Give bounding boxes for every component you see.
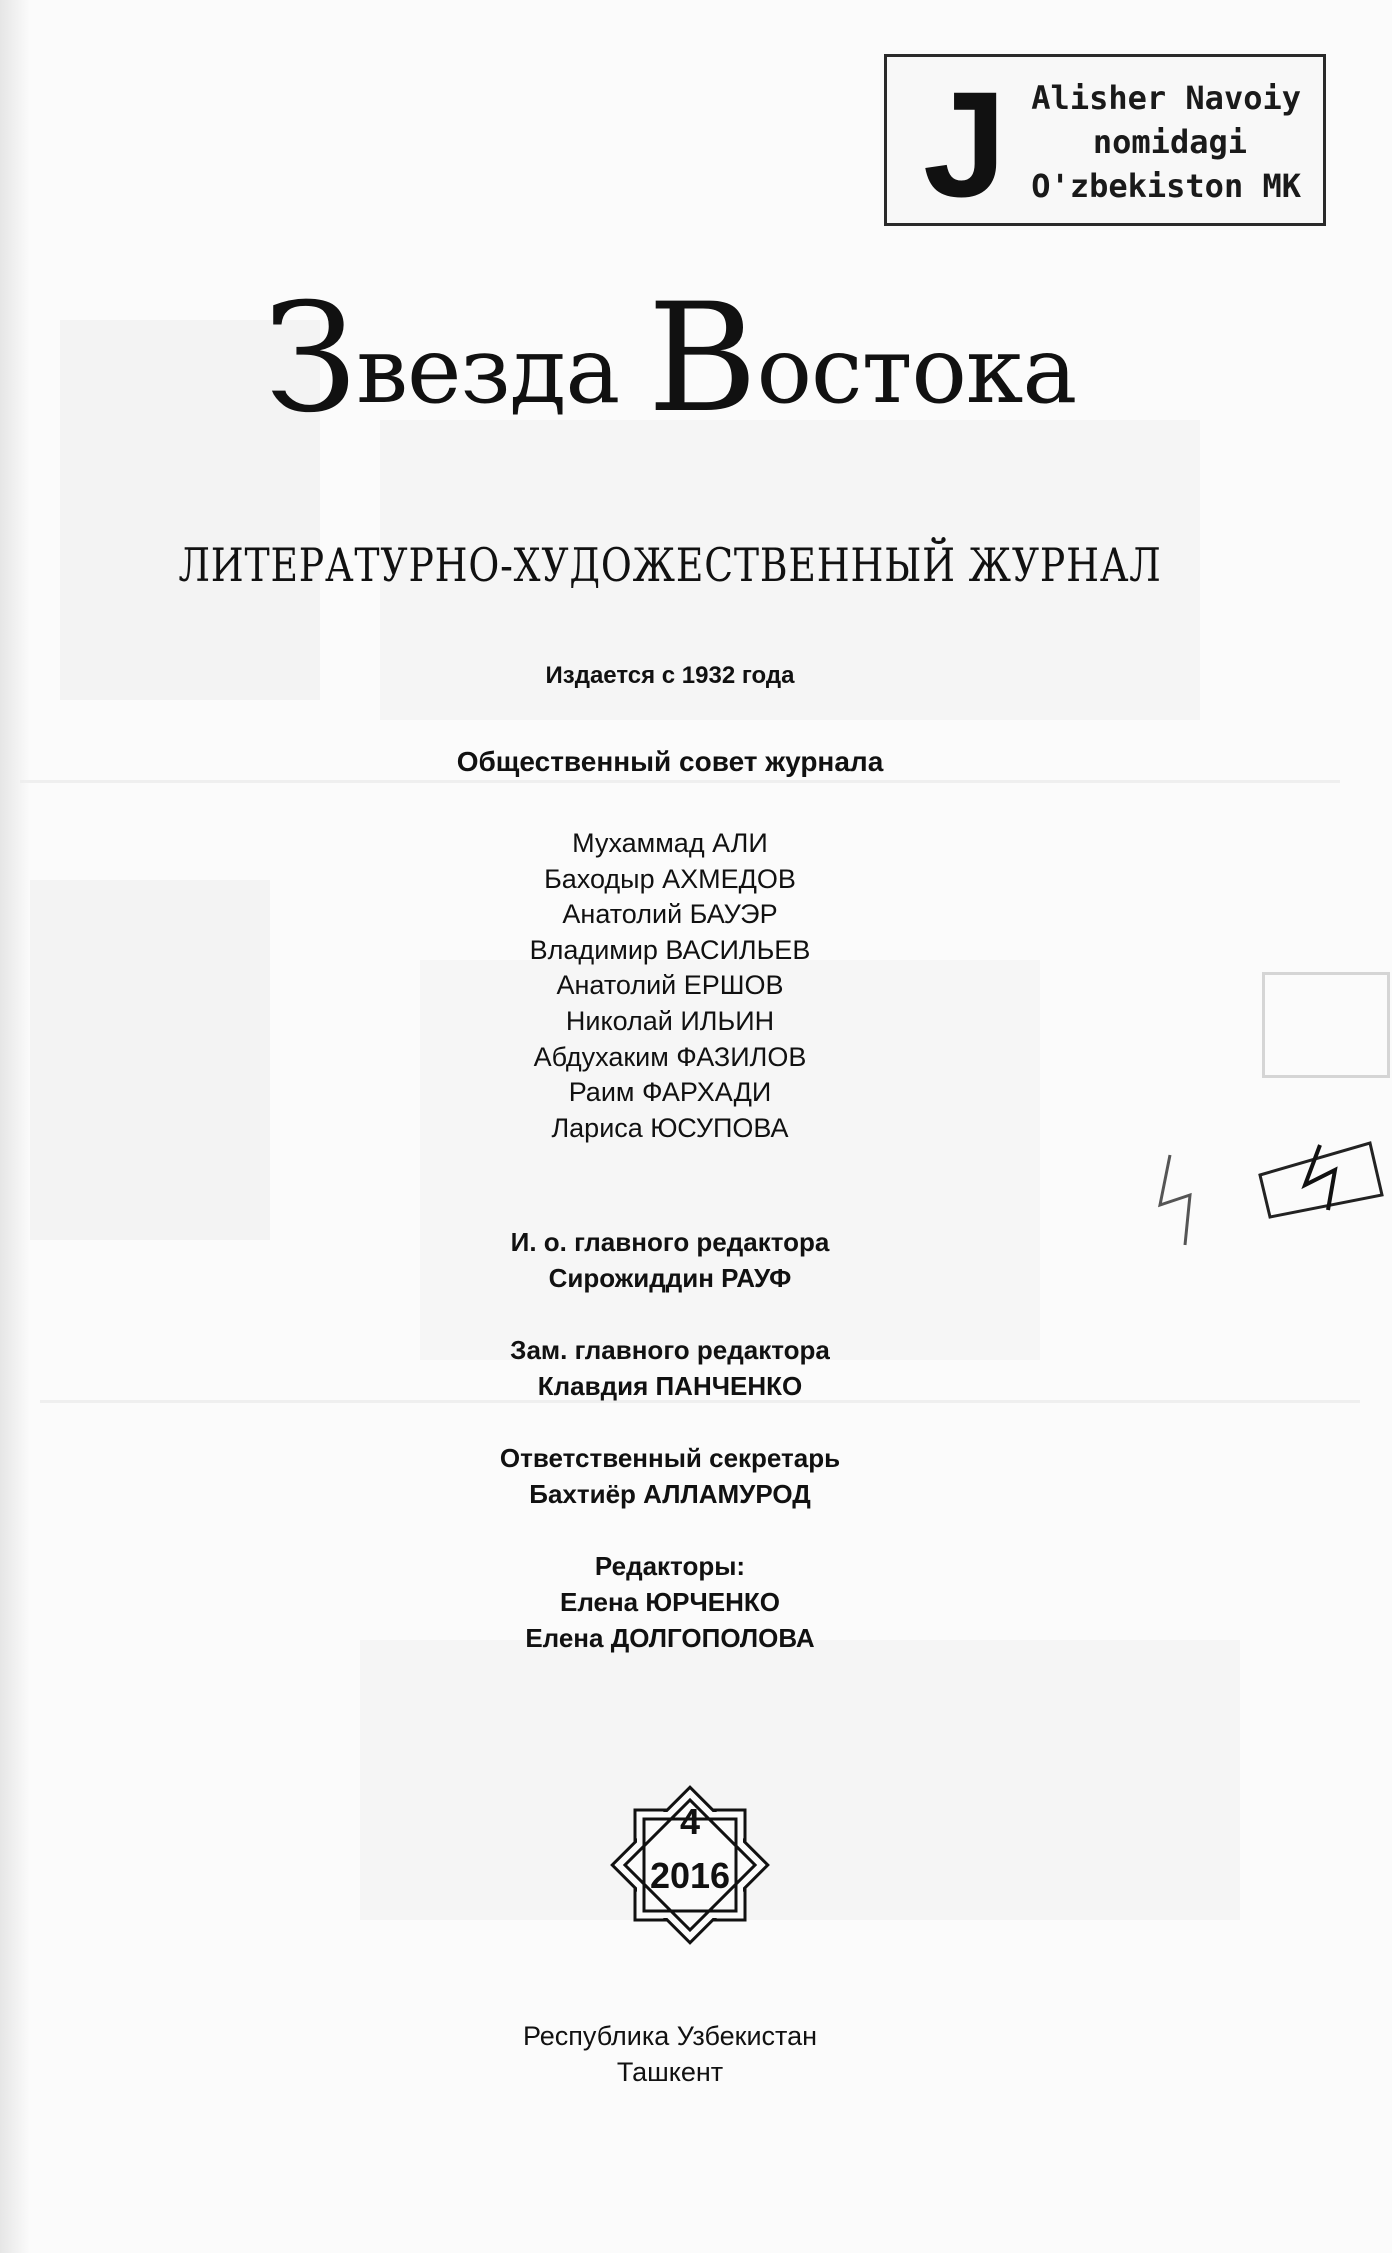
acting-editor-role: И. о. главного редактора xyxy=(510,1227,830,1257)
library-stamp xyxy=(884,54,1326,226)
secretary-name: Бахтиёр АЛЛАМУРОД xyxy=(529,1479,811,1509)
editor-name: Елена ДОЛГОПОЛОВА xyxy=(525,1623,815,1653)
imprint-city: Ташкент xyxy=(616,2057,724,2087)
council-member: Баходыр АХМЕДОВ xyxy=(544,863,796,894)
pencil-mark-icon xyxy=(1150,1150,1220,1250)
ghost-rule xyxy=(20,780,1340,783)
title-initial-2: В xyxy=(647,272,757,446)
council-member: Владимир ВАСИЛЬЕВ xyxy=(529,934,811,965)
council-member: Анатолий ЕРШОВ xyxy=(556,970,784,1001)
council-member: Анатолий БАУЭР xyxy=(562,899,778,930)
deputy-editor-block xyxy=(0,1332,1340,1404)
council-member: Абдухаким ФАЗИЛОВ xyxy=(533,1041,807,1072)
publication-since: Издается с 1932 года xyxy=(545,662,795,689)
magazine-subtitle: ЛИТЕРАТУРНО-ХУДОЖЕСТВЕННЫЙ ЖУРНАЛ xyxy=(178,538,1162,592)
imprint-country: Республика Узбекистан xyxy=(522,2021,818,2051)
title-part-1: везда xyxy=(356,317,648,424)
acting-editor-block xyxy=(0,1224,1340,1296)
council-member: Раим ФАРХАДИ xyxy=(568,1077,772,1108)
secretary-role: Ответственный секретарь xyxy=(499,1443,841,1473)
stamp-line-3: O'zbekiston MK xyxy=(1031,167,1301,205)
editor-name: Елена ЮРЧЕНКО xyxy=(560,1587,780,1617)
editors-block xyxy=(0,1548,1340,1656)
acting-editor-name: Сирожиддин РАУФ xyxy=(548,1263,792,1293)
stamp-line-1: Alisher Navoiy xyxy=(1031,79,1301,117)
council-member: Николай ИЛЬИН xyxy=(565,1005,775,1036)
council-members-list xyxy=(0,826,1340,1146)
issue-label xyxy=(600,1795,780,1903)
title-part-2: остока xyxy=(756,317,1077,424)
council-member: Лариса ЮСУПОВА xyxy=(551,1112,789,1143)
imprint-footer xyxy=(0,2018,1340,2090)
council-member: Мухаммад АЛИ xyxy=(572,828,768,858)
issue-number: 4 xyxy=(679,1801,701,1842)
ghost-text-block xyxy=(360,1640,1240,1920)
stamp-line-2: nomidagi xyxy=(1092,123,1247,161)
council-heading: Общественный совет журнала xyxy=(456,746,884,777)
title-initial-1: З xyxy=(263,272,357,446)
secretary-block xyxy=(0,1440,1340,1512)
magazine-title xyxy=(0,272,1340,446)
deputy-editor-role: Зам. главного редактора xyxy=(510,1335,830,1365)
handwritten-mark-icon xyxy=(1250,1125,1390,1220)
editors-role: Редакторы: xyxy=(594,1551,746,1581)
deputy-editor-name: Клавдия ПАНЧЕНКО xyxy=(537,1371,803,1401)
stamp-letter: J xyxy=(923,60,1007,228)
issue-year: 2016 xyxy=(649,1855,731,1896)
